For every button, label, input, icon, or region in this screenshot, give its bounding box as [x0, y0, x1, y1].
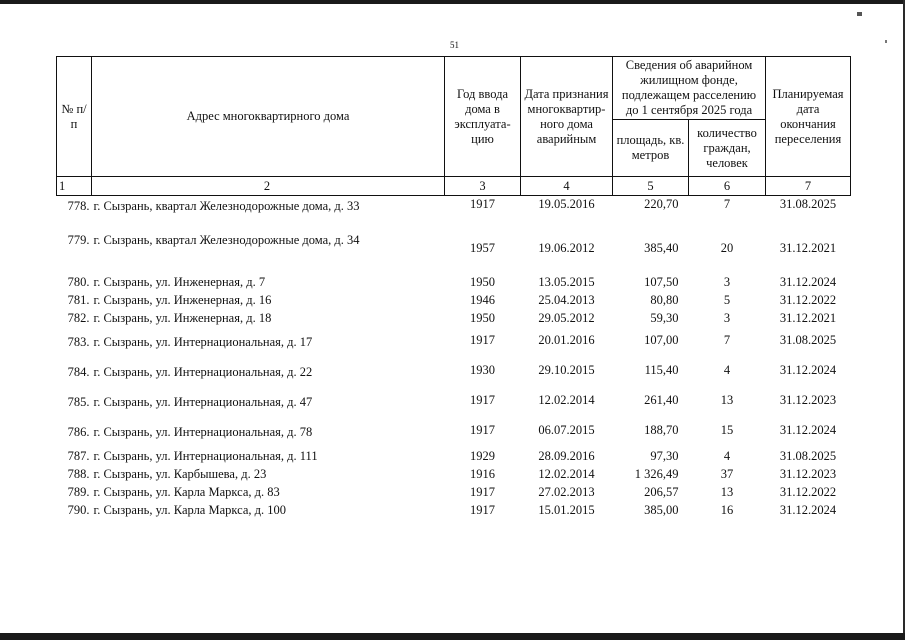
row-date: 27.02.2013: [538, 485, 595, 499]
row-date: 12.02.2014: [538, 393, 595, 407]
row-people: 13: [720, 393, 734, 407]
row-number: 781.: [67, 293, 90, 307]
table-row: [57, 448, 851, 466]
row-people: 7: [723, 333, 731, 347]
row-area: 97,30: [650, 449, 679, 463]
table-row: [57, 502, 851, 520]
row-area: 80,80: [650, 293, 679, 307]
row-area: 115,40: [644, 363, 679, 377]
row-area: 188,70: [644, 423, 679, 437]
table-body: [57, 196, 851, 521]
row-number: 785.: [67, 395, 90, 409]
row-number: 778.: [67, 199, 90, 213]
table-row: [57, 328, 851, 358]
row-number: 789.: [67, 485, 90, 499]
row-address: г. Сызрань, ул. Интернациональная, д. 111: [93, 449, 318, 463]
row-address: г. Сызрань, ул. Интернациональная, д. 22: [93, 365, 313, 379]
row-number: 779.: [67, 233, 90, 247]
row-area: 107,00: [644, 333, 679, 347]
row-date: 19.05.2016: [538, 197, 595, 211]
row-address: г. Сызрань, ул. Карбышева, д. 23: [93, 467, 267, 481]
scan-speck: [857, 12, 862, 16]
row-number: 787.: [67, 449, 90, 463]
row-year: 1950: [470, 311, 495, 325]
row-planned: 31.08.2025: [779, 449, 837, 463]
row-date: 12.02.2014: [538, 467, 595, 481]
row-people: 7: [723, 197, 731, 211]
row-area: 220,70: [644, 197, 679, 211]
row-address: г. Сызрань, ул. Интернациональная, д. 78: [93, 425, 313, 439]
column-number: 2: [92, 177, 445, 196]
scan-bottom-border: [0, 633, 905, 640]
row-number: 790.: [67, 503, 90, 517]
row-planned: 31.12.2022: [779, 293, 837, 307]
row-year: 1917: [470, 503, 495, 517]
table-row: [57, 292, 851, 310]
row-planned: 31.12.2021: [779, 311, 837, 325]
row-date: 06.07.2015: [538, 423, 595, 437]
column-number: 6: [689, 177, 766, 196]
row-number: 780.: [67, 275, 90, 289]
table-row: [57, 196, 851, 233]
page-number: 51: [450, 40, 459, 50]
header-planned: Планируемая дата окончания переселения: [766, 57, 851, 177]
row-area: 1 326,49: [634, 467, 679, 481]
table-row: [57, 358, 851, 388]
row-year: 1917: [470, 333, 495, 347]
table-row: [57, 466, 851, 484]
row-address: г. Сызрань, квартал Железнодорожные дома, д. 34: [93, 233, 360, 247]
row-people: 4: [723, 449, 731, 463]
row-number: 786.: [67, 425, 90, 439]
header-address: Адрес многоквартирного дома: [92, 57, 445, 177]
row-year: 1946: [470, 293, 495, 307]
row-planned: 31.12.2024: [779, 275, 837, 289]
header-group: Сведения об аварийном жилищном фонде, подлежащем расселению до 1 сентября 2025 года: [613, 57, 766, 120]
row-address: г. Сызрань, ул. Интернациональная, д. 17: [93, 335, 313, 349]
header-people: количество граждан, человек: [689, 120, 766, 177]
header-year: Год ввода дома в эксплуата-цию: [445, 57, 521, 177]
row-number: 784.: [67, 365, 90, 379]
table-row: [57, 274, 851, 292]
row-area: 107,50: [644, 275, 679, 289]
row-address: г. Сызрань, ул. Инженерная, д. 16: [93, 293, 272, 307]
table-row: [57, 418, 851, 448]
column-number: 4: [521, 177, 613, 196]
row-planned: 31.12.2022: [779, 485, 837, 499]
row-date: 15.01.2015: [538, 503, 595, 517]
row-year: 1929: [470, 449, 495, 463]
row-area: 206,57: [644, 485, 679, 499]
row-people: 3: [723, 311, 731, 325]
row-people: 3: [723, 275, 731, 289]
row-planned: 31.12.2021: [779, 241, 837, 255]
row-date: 20.01.2016: [538, 333, 595, 347]
row-people: 37: [720, 467, 734, 481]
row-year: 1917: [470, 485, 495, 499]
row-number: 788.: [67, 467, 90, 481]
row-address: г. Сызрань, ул. Интернациональная, д. 47: [93, 395, 313, 409]
row-date: 25.04.2013: [538, 293, 595, 307]
row-area: 261,40: [644, 393, 679, 407]
table-row: [57, 388, 851, 418]
row-year: 1917: [470, 197, 495, 211]
scan-top-border: [0, 0, 905, 4]
row-year: 1917: [470, 393, 495, 407]
table-row: [57, 232, 851, 274]
column-number: 7: [766, 177, 851, 196]
row-people: 15: [720, 423, 734, 437]
table-row: [57, 310, 851, 328]
table-row: [57, 484, 851, 502]
header-area: площадь, кв. метров: [613, 120, 689, 177]
row-planned: 31.12.2024: [779, 363, 837, 377]
row-date: 19.06.2012: [538, 241, 595, 255]
header-date: Дата признания многоквартир-ного дома аварийным: [521, 57, 613, 177]
emergency-housing-table: [56, 56, 851, 520]
row-planned: 31.08.2025: [779, 333, 837, 347]
row-area: 59,30: [650, 311, 679, 325]
row-address: г. Сызрань, ул. Инженерная, д. 7: [93, 275, 266, 289]
row-address: г. Сызрань, квартал Железнодорожные дома, д. 33: [93, 199, 360, 213]
row-number: 783.: [67, 335, 90, 349]
row-planned: 31.12.2024: [779, 423, 837, 437]
row-area: 385,40: [644, 241, 679, 255]
row-area: 385,00: [644, 503, 679, 517]
row-planned: 31.12.2024: [779, 503, 837, 517]
column-number: 5: [613, 177, 689, 196]
row-planned: 31.12.2023: [779, 467, 837, 481]
row-planned: 31.08.2025: [779, 197, 837, 211]
row-year: 1916: [470, 467, 495, 481]
row-people: 5: [723, 293, 731, 307]
row-year: 1950: [470, 275, 495, 289]
column-number: 1: [57, 177, 92, 196]
column-number: 3: [445, 177, 521, 196]
row-people: 16: [720, 503, 734, 517]
row-year: 1917: [470, 423, 495, 437]
row-date: 13.05.2015: [538, 275, 595, 289]
row-planned: 31.12.2023: [779, 393, 837, 407]
row-year: 1930: [470, 363, 495, 377]
row-address: г. Сызрань, ул. Инженерная, д. 18: [93, 311, 272, 325]
row-people: 20: [720, 241, 734, 255]
row-people: 13: [720, 485, 734, 499]
row-date: 29.10.2015: [538, 363, 595, 377]
row-address: г. Сызрань, ул. Карла Маркса, д. 100: [93, 503, 287, 517]
row-number: 782.: [67, 311, 90, 325]
row-address: г. Сызрань, ул. Карла Маркса, д. 83: [93, 485, 280, 499]
header-num: № п/п: [57, 57, 92, 177]
row-date: 29.05.2012: [538, 311, 595, 325]
table-header: [57, 57, 851, 196]
row-date: 28.09.2016: [538, 449, 595, 463]
row-year: 1957: [470, 241, 495, 255]
row-people: 4: [723, 363, 731, 377]
